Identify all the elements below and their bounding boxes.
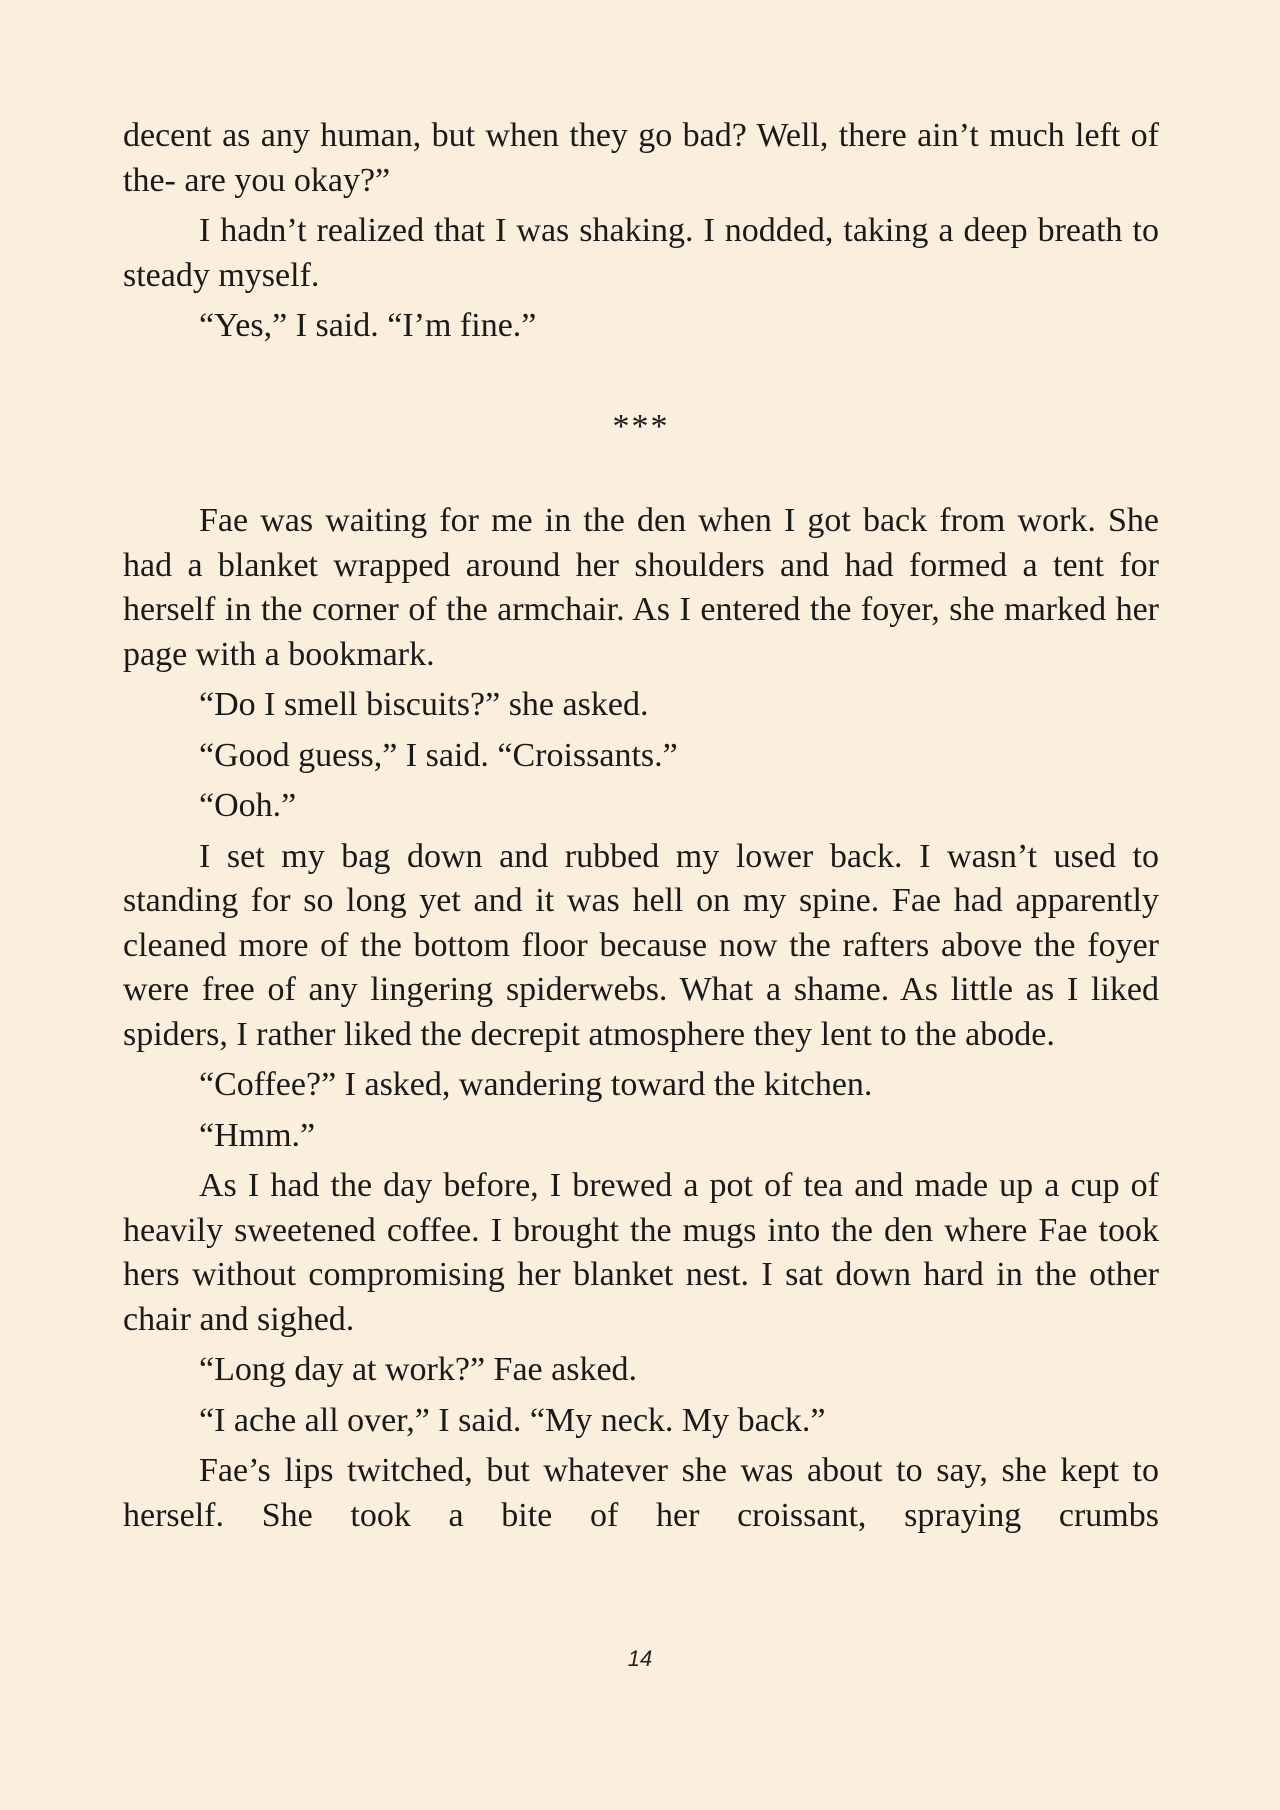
paragraph: “Yes,” I said. “I’m fine.” [199,307,537,344]
paragraph: “Hmm.” [199,1116,316,1154]
paragraph: “I ache all over,” I said. “My neck. My back.” [199,1401,826,1439]
paragraph: Fae was waiting for me in the den when I got back from work. She had a blanket wrapped around her shoulders and had formed a tent for herself in the corner of the armchair. As I entered the foyer, she marked her page with a bookmark. [123,502,1159,673]
paragraph-continues-next-page: Fae’s lips twitched, but whatever she was about to say, she kept to herself. She took a bite of her croissant, spraying crumbs [123,1452,1159,1534]
paragraph: “Good guess,” I said. “Croissants.” [199,736,678,774]
body-text [123,114,1159,1544]
paragraph: I hadn’t realized that I was shaking. I nodded, taking a deep breath to steady myself. [123,212,1159,294]
paragraph: I set my bag down and rubbed my lower back. I wasn’t used to standing for so long yet and it was hell on my spine. Fae had apparently cleaned more of the bottom floor because now the rafters above the foyer were free of any lingering spiderwebs. What a shame. As little as I liked spiders, I rather liked the decrepit atmosphere they lent to the abode. [123,837,1159,1053]
paragraph-continuation: decent as any human, but when they go bad? Well, there ain’t much left of the- are you okay?” [123,117,1159,199]
page-number: 14 [627,1646,653,1671]
paragraph: As I had the day before, I brewed a pot of tea and made up a cup of heavily sweetened coffee. I brought the mugs into the den where Fae took hers without compromising her blanket nest. I sat down hard in the other chair and sighed. [123,1167,1159,1338]
scene-break: *** [612,407,670,445]
paragraph: “Ooh.” [199,787,297,824]
paragraph: “Do I smell biscuits?” she asked. [199,686,649,723]
paragraph: “Long day at work?” Fae asked. [199,1351,638,1388]
paragraph: “Coffee?” I asked, wandering toward the kitchen. [199,1066,873,1103]
